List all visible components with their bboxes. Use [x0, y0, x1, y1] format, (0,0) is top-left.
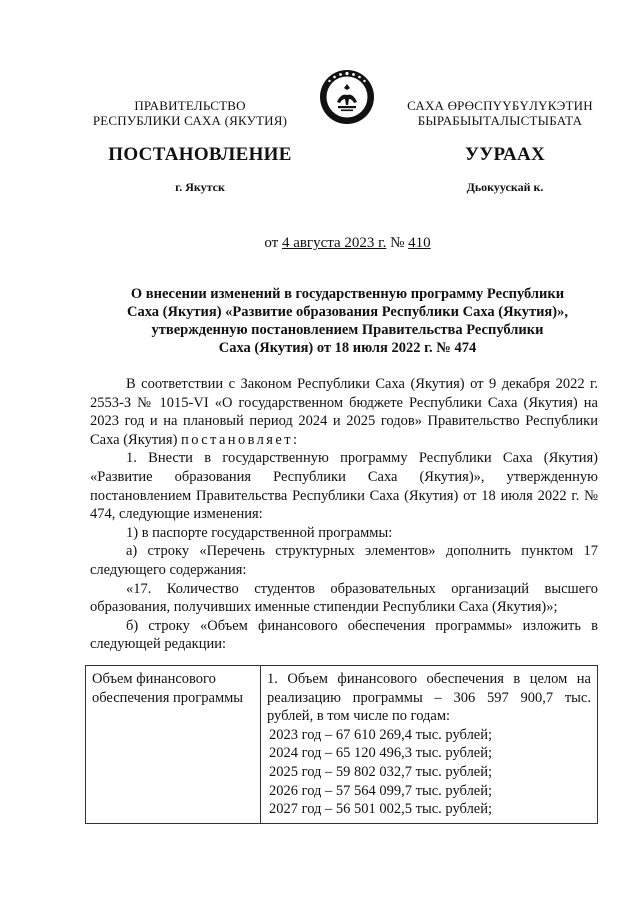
list-item: 2025 год – 59 802 032,7 тыс. рублей; — [269, 763, 493, 780]
date-value: 4 августа 2023 г. — [281, 235, 387, 251]
table-value-cell — [261, 666, 598, 824]
table-label-cell: Объем финансового обеспечения программы — [86, 666, 261, 824]
city-russian: г. Якутск — [175, 180, 225, 194]
subject-line: Саха (Якутия) «Развитие образования Республики Саха (Якутия)», — [127, 304, 568, 320]
body-paragraph: а) строку «Перечень структурных элементов» дополнить пунктом 17 следующего содержания: — [90, 543, 598, 578]
table-row — [86, 666, 598, 824]
number-prefix: № — [390, 235, 405, 251]
body-paragraph: «17. Количество студентов образовательных организаций высшего образования, получивших именные стипендии Республики Саха (Якутия)»; — [90, 580, 598, 616]
subject-line: О внесении изменений в государственную программу Республики — [130, 286, 565, 302]
left-org-line-2: РЕСПУБЛИКИ САХА (ЯКУТИЯ) — [92, 113, 288, 128]
financing-intro: 1. Объем финансового обеспечения в целом на реализацию программы – 306 597 900,7 тыс. рублей, в том числе по годам: — [267, 671, 591, 725]
subject-line: Саха (Якутия) от 18 июля 2022 г. № 474 — [218, 340, 477, 356]
financing-table — [85, 665, 598, 824]
date-prefix: от — [264, 235, 279, 251]
subject-line: утвержденную постановлением Правительства Республики — [151, 322, 544, 338]
right-org-line-1: САХА ӨРӨСПҮҮБҮЛҮКЭТИН — [407, 98, 593, 113]
body-paragraph: 1. Внести в государственную программу Республики Саха (Якутия) «Развитие образования Республики Саха (Якутия)», утвержденную постановлением Правительства Республики Саха (Якутия) от 18 июля 2022 г. № 474, следующие изменения: — [90, 450, 598, 523]
sakha-emblem-icon — [318, 68, 376, 126]
right-organization-name — [395, 98, 605, 128]
document-body — [90, 375, 598, 654]
city-sakha: Дьокуускай к. — [466, 180, 544, 194]
number-value: 410 — [408, 235, 431, 251]
decree-word: постановляет: — [181, 431, 300, 448]
list-item: 2027 год – 56 501 002,5 тыс. рублей; — [269, 801, 493, 818]
document-date-line — [90, 235, 605, 252]
left-organization-name — [90, 98, 290, 128]
body-paragraph: б) строку «Объем финансового обеспечения программы» изложить в следующей редакции: — [90, 617, 598, 653]
list-item: 2026 год – 57 564 099,7 тыс. рублей; — [269, 782, 493, 799]
document-subject — [90, 285, 605, 357]
left-org-line-1: ПРАВИТЕЛЬСТВО — [134, 98, 246, 113]
document-title-russian: ПОСТАНОВЛЕНИЕ — [108, 144, 292, 165]
document-title-sakha: УУРААХ — [464, 144, 546, 165]
financing-years-list — [267, 726, 591, 819]
body-paragraph — [90, 375, 598, 449]
right-org-line-2: БЫРАБЫЫТАЛЫСТЫБАТА — [417, 113, 583, 128]
preamble-text: В соответствии с Законом Республики Саха (Якутия) от 9 декабря 2022 г. 2553-З № 1015-VI «О государственном бюджете Республики Саха (Якутия) на 2023 год и на плановый период 2024 и 2025 годов» Правительство Республики Саха (Якутия) — [90, 376, 598, 448]
list-item: 2023 год – 67 610 269,4 тыс. рублей; — [269, 726, 493, 743]
list-item: 2024 год – 65 120 496,3 тыс. рублей; — [269, 745, 493, 762]
body-paragraph: 1) в паспорте государственной программы: — [126, 524, 393, 541]
